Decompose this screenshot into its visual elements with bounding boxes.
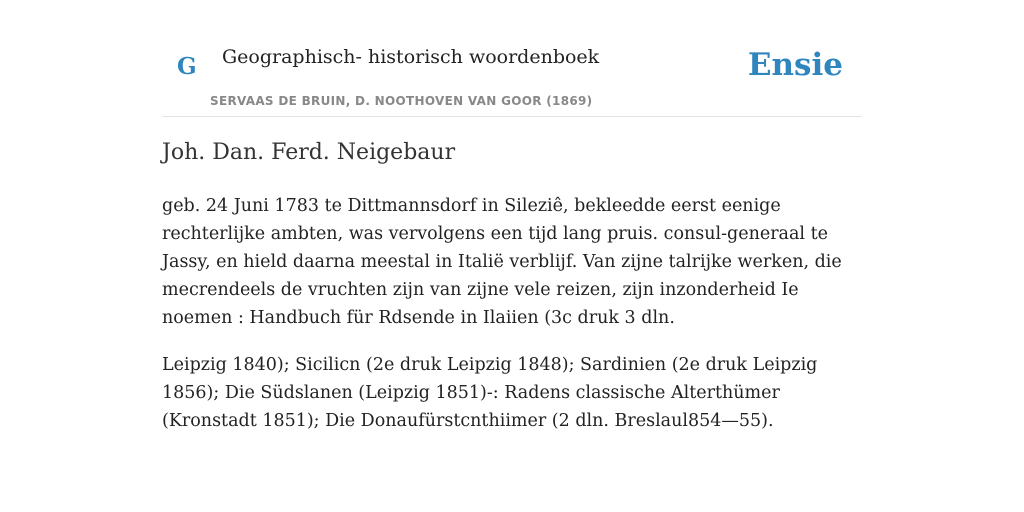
- entry-paragraph: geb. 24 Juni 1783 te Dittmannsdorf in Sileziê, bekleedde eerst eenige rechterlijke ambten, was vervolgens een tijd lang pruis. consul-generaal te Jassy, en hield daarna meestal in Italië verblijf. Van zijne talrijke werken, die mecrendeels de vruchten zijn van zijne vele reizen, zijn inzonderheid Ie noemen : Handbuch für Rdsende in Ilaiien (3c druk 3 dln.: [162, 196, 842, 328]
- entry-paragraph: Leipzig 1840); Sicilicn (2e druk Leipzig 1848); Sardinien (2e druk Leipzig 1856); Die Südslanen (Leipzig 1851)-: Radens classische Alterthümer (Kronstadt 1851); Die Donaufürstcnthiimer (2 dln. Breslaul854—55).: [162, 355, 818, 431]
- brand-logo-link[interactable]: Ensie: [747, 47, 843, 83]
- header: [162, 0, 862, 117]
- book-authors: SERVAAS DE BRUIN, D. NOOTHOVEN VAN GOOR (1869): [210, 94, 593, 108]
- letter-badge[interactable]: G: [177, 53, 197, 80]
- entry-title: Joh. Dan. Ferd. Neigebaur: [162, 140, 456, 165]
- book-title[interactable]: Geographisch- historisch woordenboek: [222, 46, 600, 68]
- page-container: [162, 0, 862, 431]
